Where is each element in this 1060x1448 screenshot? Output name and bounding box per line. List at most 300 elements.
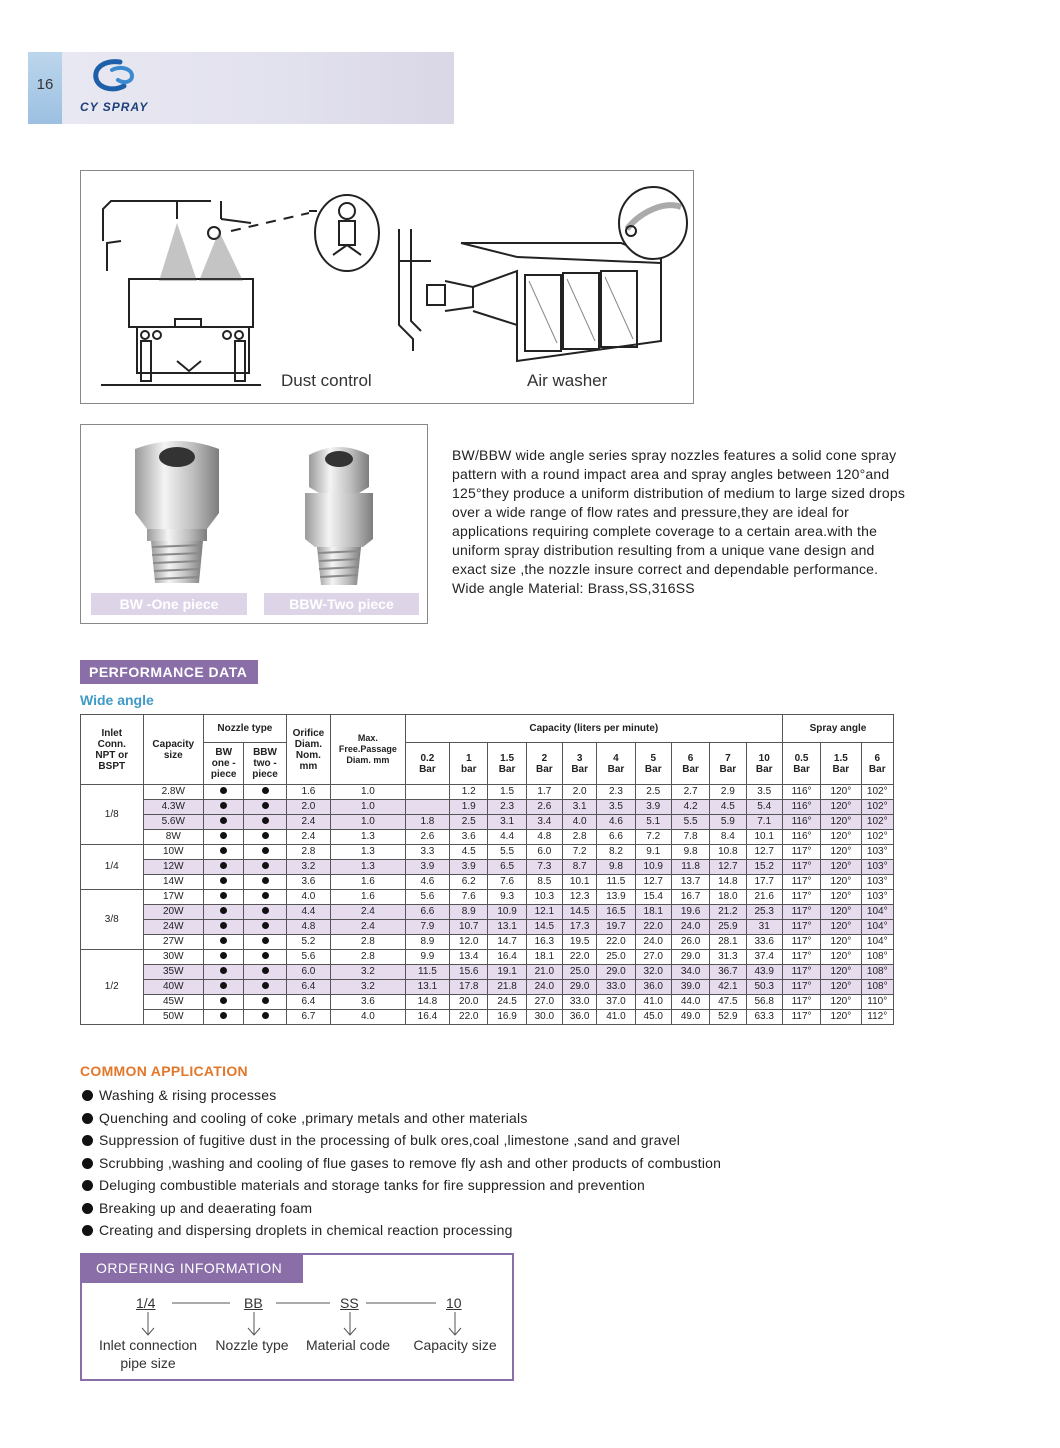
bw-available-cell bbox=[204, 935, 244, 950]
capacity-cell: 5.4 bbox=[746, 800, 782, 815]
bbw-available-cell bbox=[244, 965, 286, 980]
dot-icon bbox=[220, 922, 227, 929]
capacity-cell: 24.5 bbox=[488, 995, 526, 1010]
angle-cell: 116° bbox=[782, 800, 820, 815]
angle-cell: 120° bbox=[821, 965, 861, 980]
dot-icon bbox=[220, 862, 227, 869]
capacity-cell: 47.5 bbox=[710, 995, 746, 1010]
passage-cell: 1.3 bbox=[331, 830, 406, 845]
capacity-cell: 5.1 bbox=[635, 815, 671, 830]
capacity-cell: 9.1 bbox=[635, 845, 671, 860]
passage-cell: 1.3 bbox=[331, 845, 406, 860]
capacity-cell: 2.3 bbox=[488, 800, 526, 815]
capacity-cell: 1.8 bbox=[405, 815, 449, 830]
capacity-cell: 20.0 bbox=[450, 995, 488, 1010]
capacity-cell: 17.3 bbox=[563, 920, 597, 935]
angle-cell: 117° bbox=[782, 965, 820, 980]
capacity-cell: 6.0 bbox=[526, 845, 562, 860]
bbw-nozzle-image bbox=[297, 435, 381, 591]
header-capacity-pressure-1: 1 bar bbox=[450, 743, 488, 785]
bw-available-cell bbox=[204, 1010, 244, 1025]
bw-available-cell bbox=[204, 875, 244, 890]
capacity-cell: 12.7 bbox=[635, 875, 671, 890]
capacity-cell: 14.7 bbox=[488, 935, 526, 950]
capacity-cell: 25.3 bbox=[746, 905, 782, 920]
dot-icon bbox=[220, 892, 227, 899]
capacity-size-cell: 40W bbox=[143, 980, 204, 995]
angle-cell: 120° bbox=[821, 845, 861, 860]
angle-cell: 104° bbox=[861, 920, 893, 935]
dot-icon bbox=[262, 997, 269, 1004]
passage-cell: 1.0 bbox=[331, 785, 406, 800]
capacity-cell: 2.3 bbox=[597, 785, 635, 800]
angle-cell: 117° bbox=[782, 920, 820, 935]
angle-cell: 120° bbox=[821, 860, 861, 875]
capacity-cell: 1.5 bbox=[488, 785, 526, 800]
code-inlet: 1/4 bbox=[136, 1295, 156, 1311]
capacity-cell: 33.0 bbox=[563, 995, 597, 1010]
header-angle-pressure-2: 6 Bar bbox=[861, 743, 893, 785]
capacity-cell: 8.9 bbox=[405, 935, 449, 950]
capacity-cell: 10.3 bbox=[526, 890, 562, 905]
dot-icon bbox=[220, 832, 227, 839]
capacity-cell: 7.8 bbox=[671, 830, 709, 845]
capacity-cell: 3.1 bbox=[563, 800, 597, 815]
angle-cell: 117° bbox=[782, 845, 820, 860]
angle-cell: 103° bbox=[861, 875, 893, 890]
capacity-cell: 29.0 bbox=[671, 950, 709, 965]
capacity-cell: 34.0 bbox=[671, 965, 709, 980]
desc-line: pattern with a round impact area and spray angles between 120°and bbox=[452, 466, 890, 482]
bbw-available-cell bbox=[244, 890, 286, 905]
capacity-cell: 15.6 bbox=[450, 965, 488, 980]
header-capacity-group: Capacity (liters per minute) bbox=[405, 715, 782, 743]
capacity-cell: 4.4 bbox=[488, 830, 526, 845]
capacity-cell: 12.3 bbox=[563, 890, 597, 905]
header-capacity-pressure-8: 7 Bar bbox=[710, 743, 746, 785]
capacity-cell: 7.6 bbox=[450, 890, 488, 905]
capacity-cell: 37.0 bbox=[597, 995, 635, 1010]
capacity-cell: 15.4 bbox=[635, 890, 671, 905]
capacity-cell: 21.8 bbox=[488, 980, 526, 995]
bullet-icon bbox=[82, 1090, 93, 1101]
capacity-cell: 4.5 bbox=[450, 845, 488, 860]
capacity-cell: 13.7 bbox=[671, 875, 709, 890]
nozzle-photos bbox=[80, 424, 428, 624]
passage-cell: 1.3 bbox=[331, 860, 406, 875]
bbw-available-cell bbox=[244, 950, 286, 965]
capacity-cell bbox=[405, 800, 449, 815]
angle-cell: 116° bbox=[782, 830, 820, 845]
orifice-cell: 2.4 bbox=[286, 815, 330, 830]
orifice-cell: 1.6 bbox=[286, 785, 330, 800]
desc-line: uniform spray distribution resulting from a unique vane design and bbox=[452, 542, 875, 558]
list-item: Washing & rising processes bbox=[82, 1084, 721, 1107]
capacity-cell: 9.8 bbox=[671, 845, 709, 860]
bbw-available-cell bbox=[244, 1010, 286, 1025]
capacity-cell: 3.5 bbox=[597, 800, 635, 815]
list-item: Quenching and cooling of coke ,primary metals and other materials bbox=[82, 1107, 721, 1130]
header-capacity-pressure-2: 1.5 Bar bbox=[488, 743, 526, 785]
capacity-cell bbox=[405, 785, 449, 800]
passage-cell: 3.6 bbox=[331, 995, 406, 1010]
capacity-cell: 27.0 bbox=[526, 995, 562, 1010]
label-nozzle-type: Nozzle type bbox=[215, 1337, 289, 1353]
capacity-cell: 18.0 bbox=[710, 890, 746, 905]
dot-icon bbox=[220, 1012, 227, 1019]
table-row bbox=[81, 890, 894, 905]
capacity-cell: 6.6 bbox=[597, 830, 635, 845]
passage-cell: 1.6 bbox=[331, 875, 406, 890]
bbw-available-cell bbox=[244, 905, 286, 920]
code-nozzle-type: BB bbox=[244, 1295, 263, 1311]
capacity-cell: 8.7 bbox=[563, 860, 597, 875]
capacity-cell: 19.7 bbox=[597, 920, 635, 935]
capacity-size-cell: 24W bbox=[143, 920, 204, 935]
capacity-cell: 8.4 bbox=[710, 830, 746, 845]
code-capacity: 10 bbox=[446, 1295, 462, 1311]
capacity-cell: 17.8 bbox=[450, 980, 488, 995]
angle-cell: 103° bbox=[861, 890, 893, 905]
header-inlet: Inlet Conn. NPT or BSPT bbox=[81, 715, 144, 785]
dot-icon bbox=[262, 967, 269, 974]
angle-cell: 120° bbox=[821, 935, 861, 950]
bullet-icon bbox=[82, 1158, 93, 1169]
inlet-cell: 1/4 bbox=[81, 845, 144, 890]
capacity-size-cell: 14W bbox=[143, 875, 204, 890]
capacity-size-cell: 12W bbox=[143, 860, 204, 875]
ordering-heading: ORDERING INFORMATION bbox=[80, 1253, 303, 1283]
angle-cell: 120° bbox=[821, 800, 861, 815]
capacity-cell: 13.9 bbox=[597, 890, 635, 905]
angle-cell: 102° bbox=[861, 815, 893, 830]
capacity-cell: 22.0 bbox=[450, 1010, 488, 1025]
bbw-available-cell bbox=[244, 785, 286, 800]
code-material: SS bbox=[340, 1295, 359, 1311]
capacity-cell: 11.5 bbox=[405, 965, 449, 980]
angle-cell: 120° bbox=[821, 830, 861, 845]
capacity-cell: 24.0 bbox=[671, 920, 709, 935]
capacity-cell: 16.5 bbox=[597, 905, 635, 920]
label-capacity-size: Capacity size bbox=[413, 1337, 497, 1353]
capacity-cell: 36.7 bbox=[710, 965, 746, 980]
cy-logo-icon bbox=[90, 58, 138, 96]
angle-cell: 102° bbox=[861, 785, 893, 800]
capacity-cell: 4.5 bbox=[710, 800, 746, 815]
dot-icon bbox=[220, 982, 227, 989]
capacity-size-cell: 10W bbox=[143, 845, 204, 860]
angle-cell: 102° bbox=[861, 800, 893, 815]
angle-cell: 103° bbox=[861, 845, 893, 860]
capacity-cell: 11.5 bbox=[597, 875, 635, 890]
passage-cell: 2.4 bbox=[331, 920, 406, 935]
capacity-cell: 24.0 bbox=[526, 980, 562, 995]
angle-cell: 120° bbox=[821, 920, 861, 935]
capacity-cell: 10.7 bbox=[450, 920, 488, 935]
capacity-cell: 9.3 bbox=[488, 890, 526, 905]
header-nozzle-type: Nozzle type bbox=[204, 715, 287, 743]
capacity-cell: 2.0 bbox=[563, 785, 597, 800]
capacity-cell: 42.1 bbox=[710, 980, 746, 995]
label-bbw-two-piece: BBW-Two piece bbox=[264, 593, 419, 615]
orifice-cell: 3.2 bbox=[286, 860, 330, 875]
capacity-cell: 9.9 bbox=[405, 950, 449, 965]
table-row bbox=[81, 860, 894, 875]
header-orifice: Orifice Diam. Nom. mm bbox=[286, 715, 330, 785]
capacity-size-cell: 2.8W bbox=[143, 785, 204, 800]
performance-heading: PERFORMANCE DATA bbox=[80, 660, 258, 684]
table-row bbox=[81, 905, 894, 920]
capacity-size-cell: 20W bbox=[143, 905, 204, 920]
orifice-cell: 6.0 bbox=[286, 965, 330, 980]
capacity-cell: 49.0 bbox=[671, 1010, 709, 1025]
capacity-cell: 2.5 bbox=[635, 785, 671, 800]
capacity-cell: 25.9 bbox=[710, 920, 746, 935]
bw-available-cell bbox=[204, 785, 244, 800]
dot-icon bbox=[220, 787, 227, 794]
capacity-cell: 5.5 bbox=[488, 845, 526, 860]
capacity-cell: 14.8 bbox=[405, 995, 449, 1010]
bbw-available-cell bbox=[244, 920, 286, 935]
capacity-cell: 10.9 bbox=[635, 860, 671, 875]
table-row bbox=[81, 800, 894, 815]
desc-line: Wide angle Material: Brass,SS,316SS bbox=[452, 580, 695, 596]
angle-cell: 120° bbox=[821, 785, 861, 800]
caption-dust-control: Dust control bbox=[281, 371, 372, 390]
capacity-cell: 19.1 bbox=[488, 965, 526, 980]
capacity-size-cell: 4.3W bbox=[143, 800, 204, 815]
table-row bbox=[81, 875, 894, 890]
bbw-available-cell bbox=[244, 815, 286, 830]
capacity-cell: 22.0 bbox=[563, 950, 597, 965]
passage-cell: 4.0 bbox=[331, 1010, 406, 1025]
bw-available-cell bbox=[204, 845, 244, 860]
capacity-cell: 29.0 bbox=[563, 980, 597, 995]
list-item: Deluging combustible materials and storage tanks for fire suppression and prevention bbox=[82, 1174, 721, 1197]
dot-icon bbox=[262, 922, 269, 929]
bw-available-cell bbox=[204, 830, 244, 845]
capacity-cell: 1.7 bbox=[526, 785, 562, 800]
angle-cell: 120° bbox=[821, 1010, 861, 1025]
capacity-cell: 33.6 bbox=[746, 935, 782, 950]
table-row bbox=[81, 830, 894, 845]
dot-icon bbox=[262, 847, 269, 854]
capacity-size-cell: 35W bbox=[143, 965, 204, 980]
capacity-cell: 6.5 bbox=[488, 860, 526, 875]
performance-table bbox=[80, 714, 894, 1025]
capacity-cell: 36.0 bbox=[635, 980, 671, 995]
capacity-cell: 5.6 bbox=[405, 890, 449, 905]
header-capacity-pressure-6: 5 Bar bbox=[635, 743, 671, 785]
passage-cell: 2.8 bbox=[331, 935, 406, 950]
capacity-cell: 3.5 bbox=[746, 785, 782, 800]
bullet-icon bbox=[82, 1225, 93, 1236]
angle-cell: 117° bbox=[782, 935, 820, 950]
angle-cell: 108° bbox=[861, 965, 893, 980]
table-row bbox=[81, 935, 894, 950]
list-item: Scrubbing ,washing and cooling of flue gases to remove fly ash and other products of combustion bbox=[82, 1152, 721, 1175]
capacity-cell: 16.4 bbox=[405, 1010, 449, 1025]
capacity-cell: 21.6 bbox=[746, 890, 782, 905]
orifice-cell: 5.2 bbox=[286, 935, 330, 950]
angle-cell: 112° bbox=[861, 1010, 893, 1025]
capacity-cell: 6.6 bbox=[405, 905, 449, 920]
dot-icon bbox=[262, 937, 269, 944]
capacity-cell: 1.9 bbox=[450, 800, 488, 815]
capacity-cell: 3.9 bbox=[635, 800, 671, 815]
capacity-cell: 29.0 bbox=[597, 965, 635, 980]
capacity-cell: 16.4 bbox=[488, 950, 526, 965]
orifice-cell: 4.4 bbox=[286, 905, 330, 920]
capacity-cell: 31.3 bbox=[710, 950, 746, 965]
orifice-cell: 4.0 bbox=[286, 890, 330, 905]
table-row bbox=[81, 950, 894, 965]
dot-icon bbox=[262, 982, 269, 989]
capacity-cell: 33.0 bbox=[597, 980, 635, 995]
header-capacity-pressure-5: 4 Bar bbox=[597, 743, 635, 785]
capacity-cell: 12.7 bbox=[746, 845, 782, 860]
dot-icon bbox=[262, 862, 269, 869]
capacity-cell: 56.8 bbox=[746, 995, 782, 1010]
dot-icon bbox=[220, 817, 227, 824]
dot-icon bbox=[220, 907, 227, 914]
capacity-cell: 3.3 bbox=[405, 845, 449, 860]
bbw-available-cell bbox=[244, 875, 286, 890]
header-free-passage: Max. Free.Passage Diam. mm bbox=[331, 715, 406, 785]
dust-truck-illustration bbox=[81, 171, 693, 403]
capacity-cell: 4.6 bbox=[597, 815, 635, 830]
bbw-available-cell bbox=[244, 800, 286, 815]
passage-cell: 2.8 bbox=[331, 950, 406, 965]
table-row bbox=[81, 965, 894, 980]
orifice-cell: 2.4 bbox=[286, 830, 330, 845]
capacity-cell: 50.3 bbox=[746, 980, 782, 995]
capacity-cell: 2.6 bbox=[526, 800, 562, 815]
angle-cell: 117° bbox=[782, 890, 820, 905]
angle-cell: 120° bbox=[821, 875, 861, 890]
bw-available-cell bbox=[204, 920, 244, 935]
capacity-size-cell: 27W bbox=[143, 935, 204, 950]
capacity-cell: 13.1 bbox=[405, 980, 449, 995]
caption-air-washer: Air washer bbox=[527, 371, 608, 390]
capacity-size-cell: 45W bbox=[143, 995, 204, 1010]
angle-cell: 117° bbox=[782, 860, 820, 875]
capacity-cell: 28.1 bbox=[710, 935, 746, 950]
angle-cell: 120° bbox=[821, 890, 861, 905]
ordering-connector-lines bbox=[80, 1290, 514, 1340]
capacity-cell: 2.8 bbox=[563, 830, 597, 845]
capacity-cell: 10.1 bbox=[746, 830, 782, 845]
dot-icon bbox=[262, 832, 269, 839]
capacity-cell: 16.9 bbox=[488, 1010, 526, 1025]
capacity-cell: 10.8 bbox=[710, 845, 746, 860]
desc-line: applications requiring complete coverage to a certain area.with the bbox=[452, 523, 878, 539]
capacity-cell: 4.6 bbox=[405, 875, 449, 890]
dot-icon bbox=[220, 847, 227, 854]
desc-line: BW/BBW wide angle series spray nozzles features a solid cone spray bbox=[452, 447, 897, 463]
capacity-cell: 3.1 bbox=[488, 815, 526, 830]
capacity-cell: 27.0 bbox=[635, 950, 671, 965]
header-angle-pressure-0: 0.5 Bar bbox=[782, 743, 820, 785]
capacity-cell: 8.9 bbox=[450, 905, 488, 920]
capacity-cell: 5.9 bbox=[710, 815, 746, 830]
capacity-cell: 52.9 bbox=[710, 1010, 746, 1025]
orifice-cell: 2.8 bbox=[286, 845, 330, 860]
capacity-cell: 45.0 bbox=[635, 1010, 671, 1025]
header-capacity-size: Capacity size bbox=[143, 715, 204, 785]
inlet-cell: 1/2 bbox=[81, 950, 144, 1025]
bbw-available-cell bbox=[244, 860, 286, 875]
bw-available-cell bbox=[204, 965, 244, 980]
capacity-cell: 11.8 bbox=[671, 860, 709, 875]
passage-cell: 3.2 bbox=[331, 980, 406, 995]
capacity-cell: 43.9 bbox=[746, 965, 782, 980]
passage-cell: 1.0 bbox=[331, 815, 406, 830]
capacity-size-cell: 8W bbox=[143, 830, 204, 845]
angle-cell: 104° bbox=[861, 935, 893, 950]
capacity-cell: 17.7 bbox=[746, 875, 782, 890]
bbw-available-cell bbox=[244, 845, 286, 860]
capacity-cell: 21.2 bbox=[710, 905, 746, 920]
capacity-cell: 19.6 bbox=[671, 905, 709, 920]
capacity-cell: 7.2 bbox=[635, 830, 671, 845]
capacity-size-cell: 30W bbox=[143, 950, 204, 965]
orifice-cell: 4.8 bbox=[286, 920, 330, 935]
label-material-code: Material code bbox=[305, 1337, 391, 1353]
capacity-cell: 3.4 bbox=[526, 815, 562, 830]
bullet-icon bbox=[82, 1113, 93, 1124]
angle-cell: 103° bbox=[861, 860, 893, 875]
capacity-cell: 2.9 bbox=[710, 785, 746, 800]
capacity-cell: 4.8 bbox=[526, 830, 562, 845]
bw-available-cell bbox=[204, 980, 244, 995]
dot-icon bbox=[220, 802, 227, 809]
passage-cell: 2.4 bbox=[331, 905, 406, 920]
orifice-cell: 5.6 bbox=[286, 950, 330, 965]
dot-icon bbox=[262, 817, 269, 824]
dot-icon bbox=[262, 1012, 269, 1019]
orifice-cell: 6.7 bbox=[286, 1010, 330, 1025]
page-number: 16 bbox=[36, 76, 54, 93]
application-list bbox=[82, 1084, 721, 1242]
angle-cell: 116° bbox=[782, 785, 820, 800]
bbw-available-cell bbox=[244, 830, 286, 845]
bw-nozzle-image bbox=[125, 433, 229, 589]
capacity-cell: 5.5 bbox=[671, 815, 709, 830]
capacity-cell: 7.9 bbox=[405, 920, 449, 935]
angle-cell: 117° bbox=[782, 980, 820, 995]
capacity-cell: 13.4 bbox=[450, 950, 488, 965]
capacity-cell: 10.1 bbox=[563, 875, 597, 890]
angle-cell: 117° bbox=[782, 905, 820, 920]
dot-icon bbox=[220, 937, 227, 944]
desc-line: 125°they produce a uniform distribution of medium to large sized drops bbox=[452, 485, 906, 501]
capacity-cell: 7.3 bbox=[526, 860, 562, 875]
capacity-cell: 7.1 bbox=[746, 815, 782, 830]
product-description bbox=[452, 446, 912, 598]
capacity-cell: 22.0 bbox=[635, 920, 671, 935]
angle-cell: 104° bbox=[861, 905, 893, 920]
bw-available-cell bbox=[204, 890, 244, 905]
angle-cell: 120° bbox=[821, 950, 861, 965]
angle-cell: 108° bbox=[861, 980, 893, 995]
header-capacity-pressure-7: 6 Bar bbox=[671, 743, 709, 785]
dot-icon bbox=[220, 997, 227, 1004]
header-bw: BW one - piece bbox=[204, 743, 244, 785]
bbw-available-cell bbox=[244, 935, 286, 950]
dot-icon bbox=[262, 892, 269, 899]
orifice-cell: 6.4 bbox=[286, 995, 330, 1010]
